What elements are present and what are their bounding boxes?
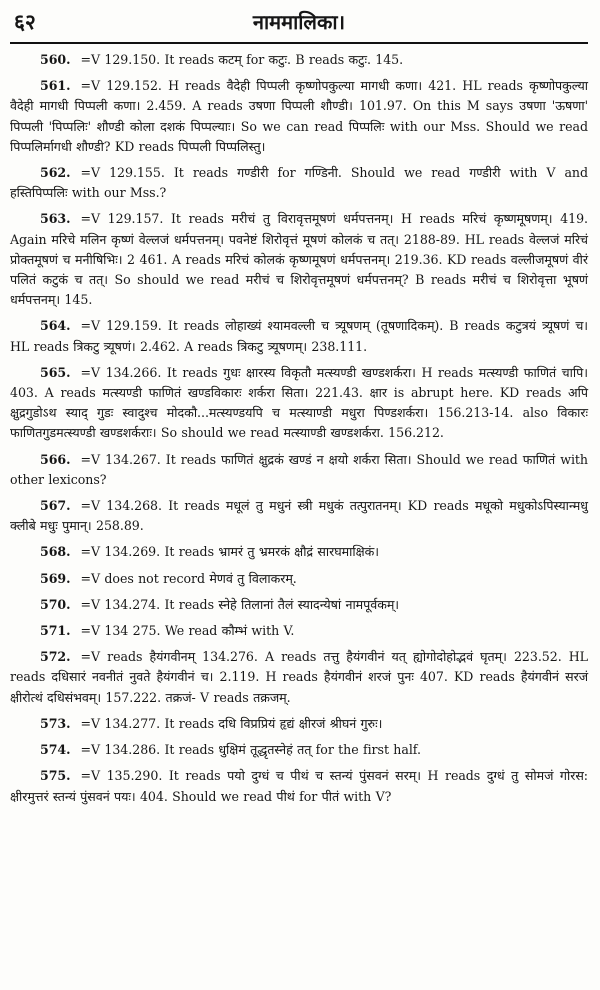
entry-reference: =V 134.277.: [80, 715, 161, 731]
entry-572: [10, 647, 588, 708]
entry-number: 568.: [40, 544, 71, 560]
entry-reference: =V 134.269.: [80, 544, 161, 560]
entry-number: 573.: [40, 715, 71, 731]
entry-567: [10, 496, 588, 536]
entry-reference: =V 134.267.: [80, 451, 161, 467]
entry-number: 571.: [40, 623, 71, 639]
entry-number: 564.: [40, 318, 71, 334]
entry-text: H reads वैदेही पिप्पली कृष्णोपकुल्या मागधी कणा। 421. HL reads कृष्णोपकुल्या वैदेही मागधी पिप्पली कणा। 2.459. A reads उषणा पिप्पली शौण्डी। 101.97. On this M says उषणा 'ऊषणा' पिप्पली 'पिप्पलिः' शौण्डी कोला दशकं पिप्पल्याः। So we can read पिप्पलिः with our Mss. Should we read पिप्पलिर्मागधी शौण्डी? KD reads पिप्पली पिप्पलिस्तु।: [10, 78, 588, 154]
entry-561: [10, 76, 588, 157]
entry-text: It reads मधूलं तु मधुनं स्त्री मधुकं तत्पुरातनम्। KD reads मधूको मधुकोऽपिस्यान्मधु क्लीबे मधुः पुमान्। 258.89.: [10, 498, 588, 534]
entry-text: It reads स्नेहे तिलानां तैलं स्यादन्येषां नामपूर्वकम्।: [164, 596, 400, 612]
page-title: नाममालिका।: [252, 10, 346, 34]
entry-number: 565.: [40, 364, 71, 380]
entry-reference: =V 129.152.: [80, 78, 162, 94]
entry-text: It reads लोहाख्यं श्यामवल्ली च त्र्यूषणम् (तूषणादिकम्). B reads कटुत्रयं त्र्यूषणं च। HL reads त्रिकटु त्र्यूषणं। 2.462. A reads त्रिकटु त्र्यूषणम्। 238.111.: [10, 318, 588, 354]
entry-number: 567.: [40, 498, 71, 514]
entry-573: [10, 714, 588, 734]
entry-569: [10, 569, 588, 589]
entry-text: It reads गण्डीरी for गण्डिनी. Should we read गण्डीरी with V and हस्तिपिप्पलिः with our Mss.?: [10, 165, 589, 201]
entry-reference: =V 134.274.: [80, 596, 161, 612]
page-header: [10, 6, 588, 44]
entry-reference: =V 129.157.: [80, 211, 164, 227]
entry-text: It reads फाणितं क्षुद्रकं खण्डं न क्षयो शर्करा सिता। Should we read फाणितं with other lexicons?: [10, 451, 588, 487]
entry-reference: =V 134.268.: [80, 498, 162, 514]
entry-number: 572.: [40, 649, 71, 665]
entry-text: It reads मरीचं तु विरावृत्तमूषणं धर्मपत्तनम्। H reads मरिचं कृष्णमूषणम्। 419. Again मरिचे मलिन कृष्णं वेल्लजं धर्मपत्तनम्। पवनेष्टं शिरोवृत्तं मूषणं कोलकं च तत्। 2188-89. HL reads वेल्लजं मरिचं प्रोक्तमूषणं च मनीषिभिः। 2 461. A reads मरिचं कोलकं कृष्णमूषणं धर्मपत्तनम्। 219.36. KD reads वल्लीजमूषणं वीरं पलितं कटुकं च तत्। So should we read मरीचं च शिरोवृत्तमूषणं धर्मपत्तनम्? B reads मरीचं च शिरोवृत्ता भूषणं धर्मपत्तनम्। 145.: [10, 211, 588, 308]
entry-575: [10, 766, 588, 806]
entry-reference: =V 134 275.: [80, 623, 161, 639]
entry-reference: =V 134.266.: [80, 364, 162, 380]
entry-564: [10, 316, 588, 356]
entry-number: 561.: [40, 78, 71, 94]
entry-568: [10, 542, 588, 562]
entry-text: does not record मेणवं तु विलाकरम्.: [104, 570, 297, 586]
entry-563: [10, 209, 588, 310]
entry-number: 566.: [40, 451, 71, 467]
entry-574: [10, 740, 588, 760]
entries-list: [10, 50, 588, 807]
entry-reference: =V 129.155.: [80, 165, 165, 181]
entry-reference: =V: [80, 649, 101, 665]
entry-570: [10, 595, 588, 615]
entry-number: 569.: [40, 570, 71, 586]
entry-571: [10, 621, 588, 641]
entry-reference: =V 135.290.: [80, 768, 163, 784]
entry-text: It reads गुधः क्षारस्य विकृतौ मत्स्यण्डी खण्डशर्करा। H reads मत्स्यण्डी फाणितं चापि। 403. A reads मत्स्यण्डी फाणितं खण्डविकारः शर्करा सिता। 221.43. क्षार is abrupt here. KD reads अपि क्षुद्रगुडोऽथ स्याद् गुडः स्वादुश्च मोदकौ...मत्स्यण्डयपि च मत्स्याण्डी मधुरा पिण्डशर्करा। 156.213-14. also विकारः फाणितगुडमत्स्यण्डी खण्डशर्कराः। So should we read मत्स्याण्डी खण्डशर्करा. 156.212.: [10, 364, 588, 441]
entry-text: It reads धुक्षिमं तूद्धृतस्नेहं तत् for the first half.: [164, 742, 421, 758]
entry-number: 562.: [40, 165, 71, 181]
entry-reference: =V 129.150.: [80, 52, 161, 67]
entry-text: It reads पयो दुग्धं च पीथं च स्तन्यं पुंसवनं सरम्। H reads दुग्धं तु सोमजं गोरस: क्षीरमुत्तरं स्तन्यं पुंसवनं पयः। 404. Should we read पीथं for पीतं with V?: [10, 768, 588, 804]
entry-text: reads हैयंगवीनम् 134.276. A reads तत्तु हैयंगवीनं यत् ह्योगोदोहोद्भवं घृतम्। 223.52. HL reads दधिसारं नवनीतं नुवते हैयंगवीनं च। 2.119. H reads हैयंगवीनं शरजं पुनः 407. KD reads हैयंगवीनं सरजं क्षीरोत्थं दधिसंभवम्। 157.222. तक्रजं- V reads तक्रजम्.: [10, 649, 588, 705]
entry-text: It reads दधि विप्रप्रियं हृद्यं क्षीरजं श्रीघनं गुरुः।: [164, 715, 383, 731]
entry-562: [10, 163, 588, 203]
entry-text: It reads कटम् for कटुः. B reads कटुः. 145.: [164, 52, 404, 67]
entry-number: 575.: [40, 768, 71, 784]
entry-text: It reads भ्रामरं तु भ्रमरकं क्षौद्रं सारघमाक्षिकं।: [164, 544, 379, 560]
entry-reference: =V: [80, 570, 101, 586]
entry-number: 560.: [40, 52, 71, 67]
entry-number: 563.: [40, 211, 71, 227]
entry-number: 574.: [40, 742, 71, 758]
entry-text: We read कौम्भं with V.: [164, 623, 295, 639]
entry-565: [10, 363, 588, 444]
page-number: ६२: [14, 9, 36, 34]
entry-reference: =V 134.286.: [80, 742, 161, 758]
entry-560: [10, 50, 588, 70]
entry-566: [10, 450, 588, 490]
entry-reference: =V 129.159.: [80, 318, 162, 334]
entry-number: 570.: [40, 596, 71, 612]
